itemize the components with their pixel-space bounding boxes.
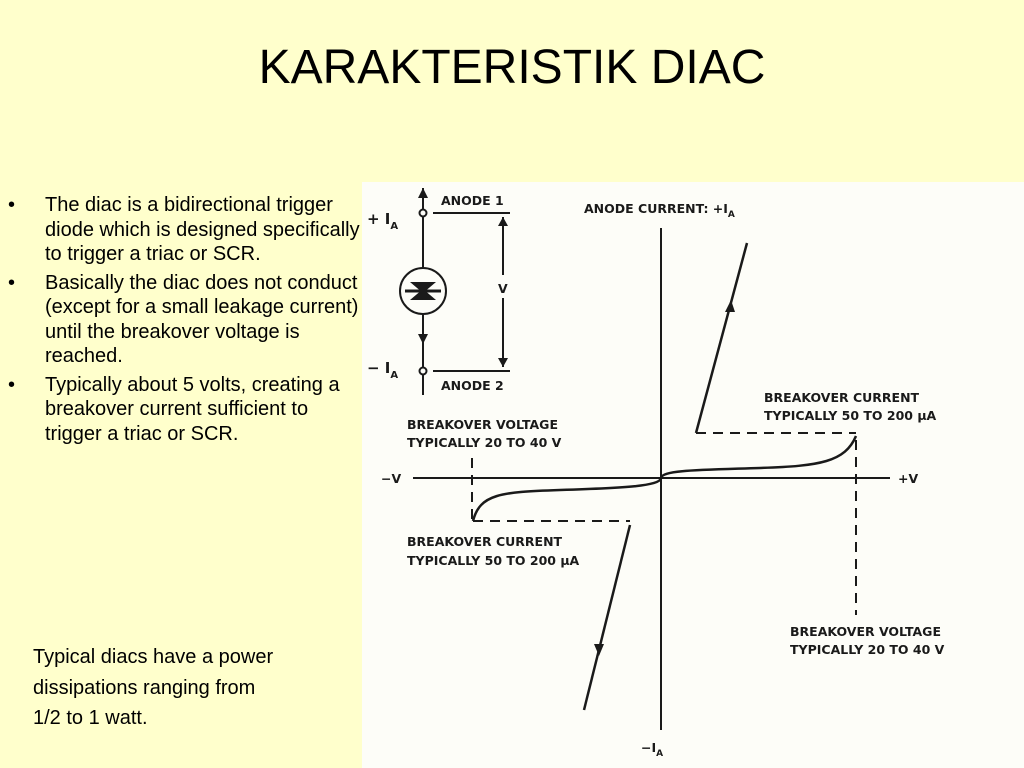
breakover-current-right-line1: BREAKOVER CURRENT — [764, 390, 920, 405]
breakover-voltage-left-line1: BREAKOVER VOLTAGE — [407, 417, 558, 432]
bullet-symbol: • — [8, 271, 16, 294]
x-axis-right-label: +V — [898, 471, 919, 486]
bullet-symbol: • — [8, 194, 16, 216]
characteristic-curve — [473, 243, 856, 710]
slide-title: KARAKTERISTIK DIAC — [258, 41, 766, 94]
bullet-item — [0, 271, 360, 369]
anode2-label: ANODE 2 — [441, 378, 504, 393]
bullet-item — [0, 193, 360, 267]
curve-positive-leakage — [661, 436, 856, 478]
terminal-anode2-icon — [420, 368, 427, 375]
breakover-current-left-line1: BREAKOVER CURRENT — [407, 534, 563, 549]
bullet-item — [0, 373, 360, 447]
minus-ia-subscript: A — [390, 370, 399, 381]
bullet-list — [0, 193, 360, 450]
y-axis-bottom-text: −I — [641, 740, 657, 755]
diac-characteristic-svg — [362, 182, 1024, 768]
y-axis-top-text: ANODE CURRENT: +I — [584, 201, 728, 216]
bullet-text: Basically the diac does not conduct (except for a small leakage current) until the breakover voltage is reached. — [45, 271, 359, 367]
x-axis-left-label: −V — [381, 471, 402, 486]
breakover-current-left-line2: TYPICALLY 50 TO 200 μA — [407, 553, 580, 568]
bullet-text: Typically about 5 volts, creating a breakover current sufficient to trigger a triac or SCR. — [45, 373, 340, 445]
breakover-voltage-right-line1: BREAKOVER VOLTAGE — [790, 624, 941, 639]
curve-negative-leakage — [473, 478, 661, 521]
anode1-label: ANODE 1 — [441, 193, 504, 208]
voltage-arrow-top-icon — [498, 217, 508, 226]
breakover-voltage-left-line2: TYPICALLY 20 TO 40 V — [407, 435, 562, 450]
breakover-voltage-right-line2: TYPICALLY 20 TO 40 V — [790, 642, 945, 657]
guide-lines — [472, 433, 856, 615]
y-axis-top-label — [584, 201, 735, 220]
plus-ia-subscript: A — [390, 221, 399, 232]
diac-symbol — [400, 188, 510, 395]
bullet-symbol: • — [8, 373, 16, 396]
curve-negative-conduction — [584, 525, 630, 710]
plus-ia-sign: + I — [367, 210, 391, 228]
plus-ia-label — [367, 210, 398, 232]
power-note: Typical diacs have a power dissipations ranging from 1/2 to 1 watt. — [33, 646, 274, 729]
y-axis-top-subscript: A — [727, 210, 735, 220]
y-axis-bottom-subscript: A — [656, 749, 664, 759]
terminal-anode1-icon — [420, 210, 427, 217]
current-arrow-up-icon — [418, 188, 428, 198]
diac-characteristic-figure — [362, 182, 1024, 768]
y-axis-bottom-label — [641, 740, 663, 759]
voltage-v-label: V — [498, 281, 508, 296]
breakover-current-right-line2: TYPICALLY 50 TO 200 μA — [764, 408, 937, 423]
current-arrow-down-icon — [418, 334, 428, 344]
minus-ia-sign: − I — [367, 359, 391, 377]
curve-positive-conduction — [696, 243, 747, 433]
bullet-text: The diac is a bidirectional trigger diode which is designed specifically to trigger a triac or SCR. — [45, 194, 360, 265]
negative-direction-arrow-icon — [594, 644, 604, 656]
minus-ia-label — [367, 359, 398, 381]
voltage-arrow-bottom-icon — [498, 358, 508, 367]
